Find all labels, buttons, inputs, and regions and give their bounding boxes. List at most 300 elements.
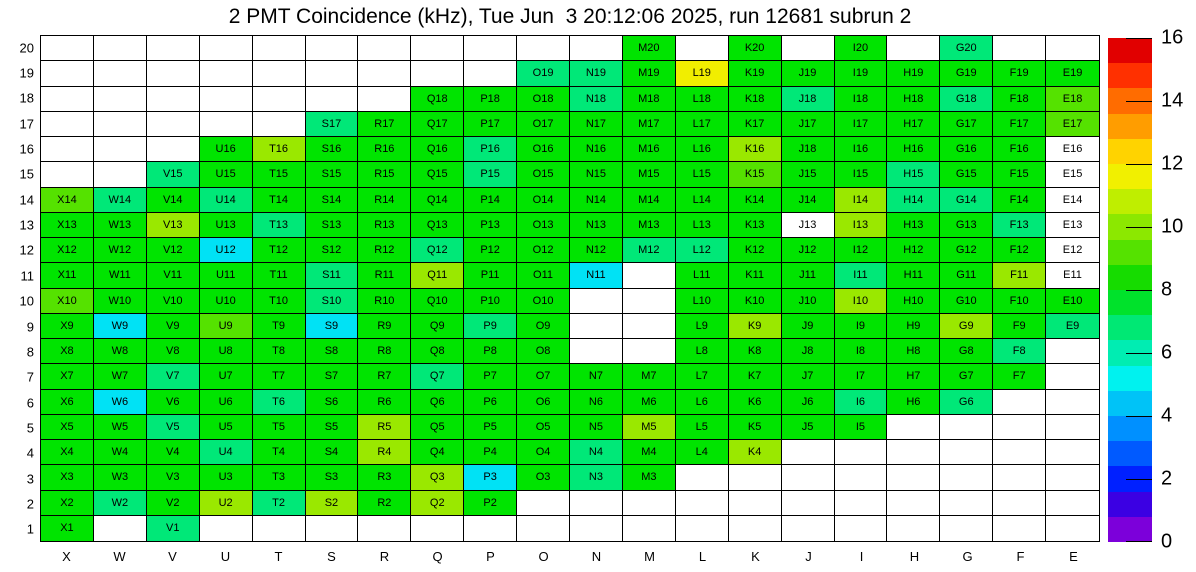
colorbar-tick [1126, 541, 1152, 542]
colorbar-tick-label: 10 [1161, 215, 1184, 238]
heatmap-cell: R11 [358, 263, 411, 288]
heatmap-cell: H12 [887, 238, 940, 263]
heatmap-cell-zero: E12 [1046, 238, 1099, 263]
heatmap-cell: N18 [570, 87, 623, 112]
heatmap-cell: J15 [782, 162, 835, 187]
heatmap-cell: W12 [94, 238, 147, 263]
heatmap-cell: J14 [782, 188, 835, 213]
heatmap-cell: X12 [41, 238, 94, 263]
heatmap-cell: E9 [1046, 314, 1099, 339]
heatmap-cell: O14 [517, 188, 570, 213]
heatmap-cell-empty [358, 61, 411, 86]
colorbar-band [1108, 366, 1152, 391]
heatmap-cell-empty [411, 61, 464, 86]
heatmap-cell: H8 [887, 339, 940, 364]
colorbar-band [1108, 139, 1152, 164]
heatmap-cell: T11 [253, 263, 306, 288]
x-axis-label: K [751, 549, 760, 564]
heatmap-cell: X9 [41, 314, 94, 339]
heatmap-cell-empty [41, 61, 94, 86]
heatmap-cell-empty [517, 36, 570, 61]
x-axis-label: S [327, 549, 336, 564]
heatmap-cell: P18 [464, 87, 517, 112]
heatmap-cell: S8 [306, 339, 359, 364]
heatmap-cell-empty [887, 440, 940, 465]
colorbar-band [1108, 416, 1152, 441]
heatmap-cell: F9 [993, 314, 1046, 339]
y-axis-label: 1 [26, 521, 34, 537]
heatmap-cell: U3 [200, 465, 253, 490]
colorbar-tick-label: 16 [1161, 26, 1184, 49]
heatmap-cell-empty [993, 415, 1046, 440]
heatmap-cell: L11 [676, 263, 729, 288]
heatmap-cell: T7 [253, 364, 306, 389]
heatmap-cell: W6 [94, 390, 147, 415]
heatmap-cell: I11 [835, 263, 888, 288]
heatmap-cell: M7 [623, 364, 676, 389]
heatmap-cell-empty [940, 440, 993, 465]
heatmap-cell: J8 [782, 339, 835, 364]
heatmap-cell-empty [623, 289, 676, 314]
heatmap-cell: K8 [729, 339, 782, 364]
y-axis-label: 3 [26, 471, 34, 487]
heatmap-cell: M17 [623, 112, 676, 137]
heatmap-cell: R9 [358, 314, 411, 339]
heatmap-cell: K13 [729, 213, 782, 238]
heatmap-cell: V12 [147, 238, 200, 263]
heatmap-cell: I13 [835, 213, 888, 238]
heatmap-cell: U9 [200, 314, 253, 339]
heatmap-cell: V8 [147, 339, 200, 364]
heatmap-cell: P2 [464, 491, 517, 516]
heatmap-cell: J7 [782, 364, 835, 389]
heatmap-cell: K10 [729, 289, 782, 314]
heatmap-cell-empty [94, 36, 147, 61]
heatmap-cell: Q15 [411, 162, 464, 187]
heatmap-cell-empty [676, 465, 729, 490]
heatmap-cell: F18 [993, 87, 1046, 112]
heatmap-cell: T8 [253, 339, 306, 364]
heatmap-cell-empty [940, 465, 993, 490]
heatmap-cell: L9 [676, 314, 729, 339]
heatmap-cell-empty [517, 491, 570, 516]
heatmap-cell: G8 [940, 339, 993, 364]
heatmap-cell: I19 [835, 61, 888, 86]
heatmap-cell: N11 [570, 263, 623, 288]
heatmap-cell: I7 [835, 364, 888, 389]
heatmap-cell: M5 [623, 415, 676, 440]
heatmap-cell: F11 [993, 263, 1046, 288]
heatmap-cell-empty [41, 137, 94, 162]
heatmap-cell: R12 [358, 238, 411, 263]
heatmap-cell: Q2 [411, 491, 464, 516]
colorbar-tick-label: 8 [1161, 278, 1173, 301]
y-axis-label: 6 [26, 395, 34, 411]
heatmap-cell: F14 [993, 188, 1046, 213]
heatmap-cell: R3 [358, 465, 411, 490]
heatmap-cell: Q7 [411, 364, 464, 389]
colorbar-band [1108, 265, 1152, 290]
heatmap-cell-empty [411, 516, 464, 541]
heatmap-cell-empty [1046, 339, 1099, 364]
heatmap-cell: I17 [835, 112, 888, 137]
heatmap-cell: P16 [464, 137, 517, 162]
heatmap-cell-empty [41, 87, 94, 112]
heatmap-cell: I12 [835, 238, 888, 263]
heatmap-cell: O6 [517, 390, 570, 415]
heatmap-cell: S17 [306, 112, 359, 137]
heatmap-cell-empty [306, 36, 359, 61]
heatmap-cell: S15 [306, 162, 359, 187]
heatmap-cell: I20 [835, 36, 888, 61]
y-axis-label: 19 [19, 65, 34, 81]
y-axis-label: 8 [26, 344, 34, 360]
heatmap-cell: O11 [517, 263, 570, 288]
heatmap-cell-empty [887, 36, 940, 61]
heatmap-cell-empty [94, 516, 147, 541]
heatmap-cell: F8 [993, 339, 1046, 364]
heatmap-cell: M16 [623, 137, 676, 162]
heatmap-cell: F13 [993, 213, 1046, 238]
heatmap-cell: V9 [147, 314, 200, 339]
heatmap-cell: I6 [835, 390, 888, 415]
heatmap-cell: Q8 [411, 339, 464, 364]
heatmap-cell: U15 [200, 162, 253, 187]
heatmap-cell: P11 [464, 263, 517, 288]
y-axis-label: 15 [19, 166, 34, 182]
heatmap-cell-empty [147, 87, 200, 112]
x-axis-label: T [274, 549, 283, 564]
heatmap-cell: Q5 [411, 415, 464, 440]
colorbar-band [1108, 315, 1152, 340]
colorbar-tick [1126, 38, 1152, 39]
heatmap-cell: K12 [729, 238, 782, 263]
heatmap-cell-empty [358, 87, 411, 112]
heatmap-cell-empty [1046, 516, 1099, 541]
heatmap-cell: K11 [729, 263, 782, 288]
heatmap-cell: N15 [570, 162, 623, 187]
heatmap-cell: O16 [517, 137, 570, 162]
heatmap-cell-empty [411, 36, 464, 61]
colorbar-band [1108, 517, 1152, 542]
heatmap-cell: I18 [835, 87, 888, 112]
heatmap-cell: J11 [782, 263, 835, 288]
heatmap-cell-empty [253, 36, 306, 61]
heatmap-cell: T3 [253, 465, 306, 490]
heatmap-cell: K15 [729, 162, 782, 187]
heatmap-cell: J18 [782, 137, 835, 162]
heatmap-cell-empty [464, 61, 517, 86]
heatmap-cell: M13 [623, 213, 676, 238]
heatmap-cell-empty [570, 516, 623, 541]
heatmap-cell: G11 [940, 263, 993, 288]
heatmap-cell: P7 [464, 364, 517, 389]
x-axis-label: O [538, 549, 549, 564]
heatmap-cell-empty [41, 162, 94, 187]
heatmap-cell: R17 [358, 112, 411, 137]
heatmap-cell: Q3 [411, 465, 464, 490]
heatmap-cell: W5 [94, 415, 147, 440]
heatmap-cell-empty [200, 36, 253, 61]
heatmap-cell: H9 [887, 314, 940, 339]
colorbar-band [1108, 492, 1152, 517]
heatmap-cell-empty [887, 465, 940, 490]
heatmap-grid [40, 35, 1100, 542]
heatmap-cell-empty [253, 112, 306, 137]
heatmap-cell: P12 [464, 238, 517, 263]
heatmap-cell: F10 [993, 289, 1046, 314]
heatmap-cell-empty [835, 440, 888, 465]
heatmap-cell-empty [993, 491, 1046, 516]
heatmap-cell: R15 [358, 162, 411, 187]
heatmap-cell-empty [729, 491, 782, 516]
heatmap-cell-empty [835, 465, 888, 490]
y-axis-label: 18 [19, 90, 34, 106]
colorbar-band [1108, 391, 1152, 416]
x-axis-label: E [1069, 549, 1078, 564]
heatmap-cell: E17 [1046, 112, 1099, 137]
heatmap-cell: G13 [940, 213, 993, 238]
heatmap-cell: F16 [993, 137, 1046, 162]
x-axis-label: J [805, 549, 812, 564]
heatmap-cell: K14 [729, 188, 782, 213]
colorbar-tick-label: 12 [1161, 152, 1184, 175]
heatmap-cell-empty [200, 61, 253, 86]
heatmap-cell: S10 [306, 289, 359, 314]
x-axis-label: Q [432, 549, 443, 564]
colorbar-tick [1126, 479, 1152, 480]
colorbar-band [1108, 290, 1152, 315]
heatmap-cell: Q17 [411, 112, 464, 137]
heatmap-cell: X8 [41, 339, 94, 364]
heatmap-cell: K18 [729, 87, 782, 112]
heatmap-cell-empty [1046, 36, 1099, 61]
heatmap-cell: Q18 [411, 87, 464, 112]
heatmap-cell: I14 [835, 188, 888, 213]
heatmap-cell: L17 [676, 112, 729, 137]
heatmap-cell: L12 [676, 238, 729, 263]
heatmap-cell: X10 [41, 289, 94, 314]
heatmap-cell: X11 [41, 263, 94, 288]
heatmap-cell: K19 [729, 61, 782, 86]
x-axis-label: G [962, 549, 973, 564]
plot-title: 2 PMT Coincidence (kHz), Tue Jun 3 20:12:06 2025, run 12681 subrun 2 [228, 5, 912, 28]
heatmap-cell-empty [41, 36, 94, 61]
heatmap-cell: H18 [887, 87, 940, 112]
heatmap-cell: J9 [782, 314, 835, 339]
heatmap-cell: L4 [676, 440, 729, 465]
heatmap-cell: P3 [464, 465, 517, 490]
heatmap-cell: P8 [464, 339, 517, 364]
heatmap-cell-empty [993, 465, 1046, 490]
heatmap-cell: R8 [358, 339, 411, 364]
heatmap-cell: V14 [147, 188, 200, 213]
heatmap-cell: Q13 [411, 213, 464, 238]
heatmap-cell: M20 [623, 36, 676, 61]
heatmap-cell-empty [993, 440, 1046, 465]
heatmap-cell: G7 [940, 364, 993, 389]
heatmap-cell-empty [570, 314, 623, 339]
heatmap-cell: M18 [623, 87, 676, 112]
heatmap-cell-empty [676, 491, 729, 516]
heatmap-cell: F12 [993, 238, 1046, 263]
heatmap-cell: K9 [729, 314, 782, 339]
heatmap-cell: X5 [41, 415, 94, 440]
colorbar-band [1108, 38, 1152, 63]
heatmap-cell: W4 [94, 440, 147, 465]
heatmap-cell: K4 [729, 440, 782, 465]
heatmap-cell: O19 [517, 61, 570, 86]
heatmap-cell-empty [1046, 440, 1099, 465]
heatmap-cell: H11 [887, 263, 940, 288]
heatmap-cell: O5 [517, 415, 570, 440]
heatmap-cell: N17 [570, 112, 623, 137]
heatmap-cell: G14 [940, 188, 993, 213]
heatmap-cell: U5 [200, 415, 253, 440]
heatmap-cell: S6 [306, 390, 359, 415]
heatmap-cell: T15 [253, 162, 306, 187]
heatmap-cell: V7 [147, 364, 200, 389]
heatmap-cell: I5 [835, 415, 888, 440]
heatmap-cell-empty [782, 516, 835, 541]
heatmap-cell: L18 [676, 87, 729, 112]
x-axis-label: R [379, 549, 390, 564]
heatmap-cell: L10 [676, 289, 729, 314]
heatmap-cell-zero: E11 [1046, 263, 1099, 288]
heatmap-cell: I15 [835, 162, 888, 187]
heatmap-cell: P15 [464, 162, 517, 187]
colorbar-tick [1126, 416, 1152, 417]
heatmap-cell: H16 [887, 137, 940, 162]
heatmap-cell: L8 [676, 339, 729, 364]
heatmap-cell: E19 [1046, 61, 1099, 86]
heatmap-cell-empty [253, 87, 306, 112]
heatmap-cell: O8 [517, 339, 570, 364]
heatmap-cell: P4 [464, 440, 517, 465]
heatmap-cell-empty [940, 491, 993, 516]
heatmap-cell: L5 [676, 415, 729, 440]
y-axis-label: 20 [19, 40, 34, 56]
heatmap-cell: U10 [200, 289, 253, 314]
heatmap-cell: E18 [1046, 87, 1099, 112]
heatmap-cell-empty [517, 516, 570, 541]
x-axis-label: H [909, 549, 920, 564]
heatmap-cell: H6 [887, 390, 940, 415]
heatmap-cell-empty [676, 36, 729, 61]
heatmap-cell-empty [993, 516, 1046, 541]
heatmap-cell: T14 [253, 188, 306, 213]
heatmap-cell: N4 [570, 440, 623, 465]
heatmap-cell: G16 [940, 137, 993, 162]
heatmap-cell: M15 [623, 162, 676, 187]
heatmap-cell-empty [1046, 465, 1099, 490]
heatmap-cell: U6 [200, 390, 253, 415]
heatmap-cell: W8 [94, 339, 147, 364]
y-axis-label: 12 [19, 242, 34, 258]
heatmap-cell: F15 [993, 162, 1046, 187]
heatmap-cell: J5 [782, 415, 835, 440]
heatmap-cell: N3 [570, 465, 623, 490]
heatmap-cell: R10 [358, 289, 411, 314]
heatmap-cell: J18 [782, 87, 835, 112]
heatmap-cell: J6 [782, 390, 835, 415]
heatmap-cell: N14 [570, 188, 623, 213]
heatmap-cell: P9 [464, 314, 517, 339]
heatmap-cell: N13 [570, 213, 623, 238]
heatmap-cell: S12 [306, 238, 359, 263]
heatmap-cell: R14 [358, 188, 411, 213]
heatmap-cell: V10 [147, 289, 200, 314]
heatmap-cell: M12 [623, 238, 676, 263]
heatmap-cell-empty [94, 61, 147, 86]
heatmap-cell: X14 [41, 188, 94, 213]
heatmap-cell: L15 [676, 162, 729, 187]
heatmap-cell: K7 [729, 364, 782, 389]
heatmap-cell: H14 [887, 188, 940, 213]
heatmap-cell: T12 [253, 238, 306, 263]
heatmap-cell: Q14 [411, 188, 464, 213]
heatmap-cell: H15 [887, 162, 940, 187]
heatmap-cell: T4 [253, 440, 306, 465]
heatmap-cell-empty [147, 137, 200, 162]
heatmap-cell-empty [306, 516, 359, 541]
x-axis-label: N [591, 549, 602, 564]
heatmap-cell-empty [623, 516, 676, 541]
heatmap-cell-empty [253, 516, 306, 541]
colorbar-band [1108, 63, 1152, 88]
heatmap-cell: P13 [464, 213, 517, 238]
heatmap-cell: T5 [253, 415, 306, 440]
heatmap-cell-empty [729, 465, 782, 490]
heatmap-cell-empty [782, 491, 835, 516]
heatmap-cell: K17 [729, 112, 782, 137]
heatmap-cell: N5 [570, 415, 623, 440]
heatmap-cell: O10 [517, 289, 570, 314]
heatmap-cell: V13 [147, 213, 200, 238]
heatmap-cell: N16 [570, 137, 623, 162]
heatmap-cell: H10 [887, 289, 940, 314]
heatmap-cell: M6 [623, 390, 676, 415]
heatmap-cell: O3 [517, 465, 570, 490]
heatmap-cell: W9 [94, 314, 147, 339]
heatmap-cell: S3 [306, 465, 359, 490]
heatmap-cell: R6 [358, 390, 411, 415]
heatmap-cell: Q9 [411, 314, 464, 339]
colorbar-tick-label: 2 [1161, 467, 1173, 490]
heatmap-cell-empty [464, 36, 517, 61]
heatmap-cell: Q12 [411, 238, 464, 263]
heatmap-cell: J10 [782, 289, 835, 314]
y-axis-label: 9 [26, 319, 34, 335]
heatmap-cell-empty [676, 516, 729, 541]
heatmap-cell-empty [623, 263, 676, 288]
heatmap-cell: H19 [887, 61, 940, 86]
heatmap-cell: V1 [147, 516, 200, 541]
heatmap-cell-empty [623, 314, 676, 339]
x-axis-label: L [698, 549, 707, 564]
heatmap-cell-empty [94, 112, 147, 137]
heatmap-cell-empty [887, 491, 940, 516]
heatmap-cell: V5 [147, 415, 200, 440]
heatmap-cell: F7 [993, 364, 1046, 389]
y-axis-label: 11 [20, 268, 34, 284]
colorbar-band [1108, 240, 1152, 265]
x-axis-label: I [859, 549, 864, 564]
heatmap-cell: X4 [41, 440, 94, 465]
heatmap-cell-empty [94, 162, 147, 187]
heatmap-cell-empty [306, 87, 359, 112]
heatmap-cell: M19 [623, 61, 676, 86]
